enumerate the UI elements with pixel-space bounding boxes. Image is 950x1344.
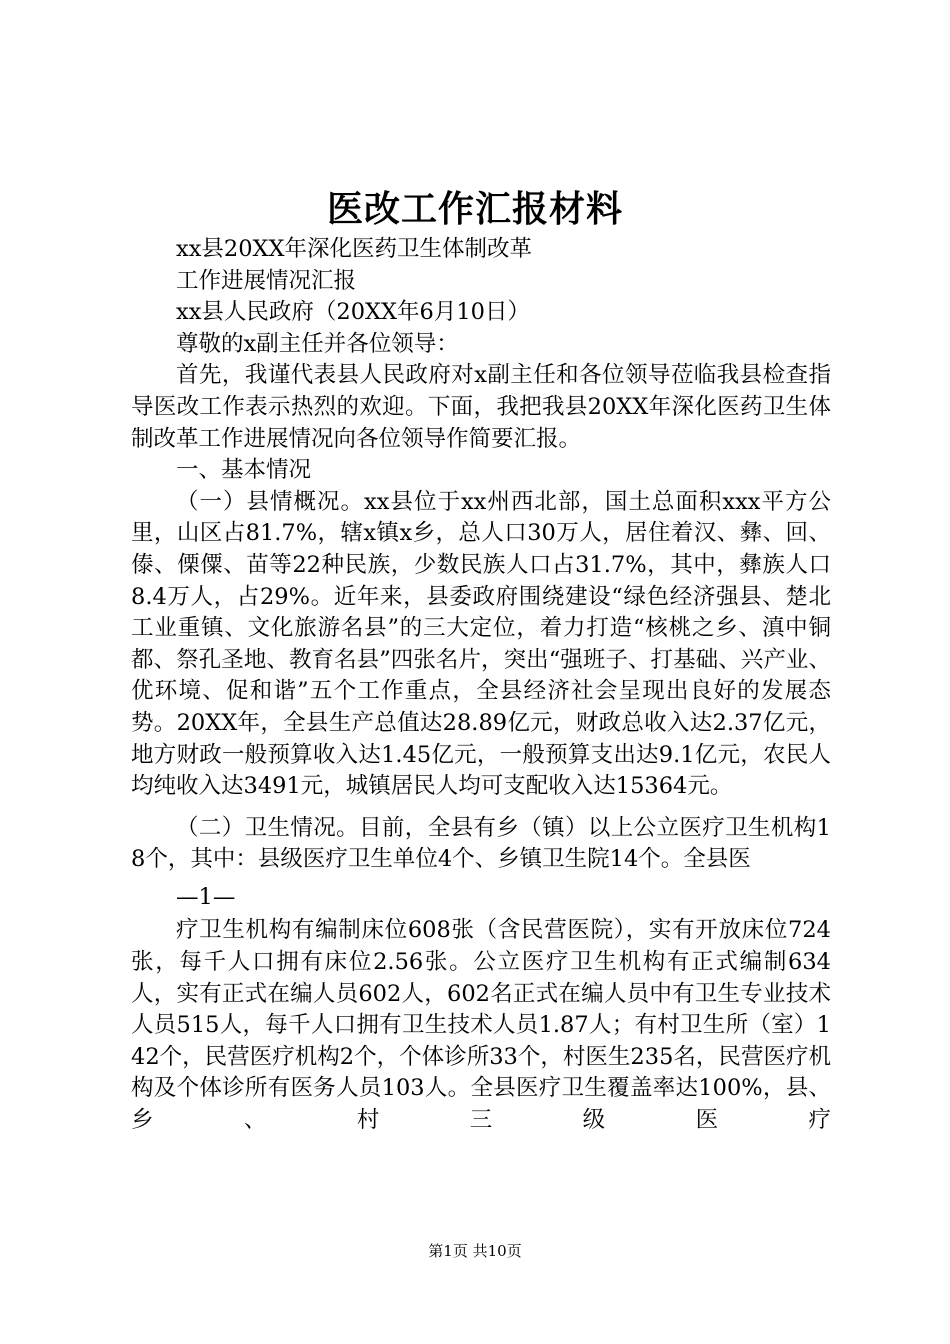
document-title: 医改工作汇报材料 bbox=[326, 188, 623, 230]
paragraph-health-situation: （二）卫生情况。目前，全县有乡（镇）以上公立医疗卫生机构18个，其中：县级医疗卫生单位4个、乡镇卫生院14个。全县医 bbox=[131, 814, 831, 873]
page-footer: 第1页 共10页 bbox=[428, 1242, 522, 1260]
subtitle-line-2: 工作进展情况汇报 bbox=[176, 267, 357, 294]
paragraph-opening: 首先，我谨代表县人民政府对x副主任和各位领导莅临我县检查指导医改工作表示热烈的欢迎。下面，我把我县20XX年深化医药卫生体制改革工作进展情况向各位领导作简要汇报。 bbox=[131, 362, 831, 452]
paragraph-county-overview: （一）县情概况。xx县位于xx州西北部，国土总面积xxx平方公里，山区占81.7%，辖x镇x乡，总人口30万人，居住着汉、彝、回、傣、傈僳、苗等22种民族，少数民族人口占31.7%，其中，彝族人口8.4万人，占29%。近年来，县委政府围绕建设“绿色经济强县、楚北工业重镇、文化旅游名县”的三大定位，着力打造“核桃之乡、滇中铜都、祭孔圣地、教育名县”四张名片，突出“强班子、打基础、兴产业、优环境、促和谐”五个工作重点，全县经济社会呈现出良好的发展态势。20XX年，全县生产总值达28.89亿元，财政总收入达2.37亿元，地方财政一般预算收入达1.45亿元，一般预算支出达9.1亿元，农民人均纯收入达3491元，城镇居民人均可支配收入达15364元。 bbox=[131, 488, 831, 800]
salutation: 尊敬的x副主任并各位领导： bbox=[176, 330, 459, 357]
paragraph-health-continued: 疗卫生机构有编制床位608张（含民营医院），实有开放床位724张，每千人口拥有床位2.56张。公立医疗卫生机构有正式编制634人，实有正式在编人员602人，602名正式在编人员中有卫生专业技术人员515人，每千人口拥有卫生技术人员1.87人；有村卫生所（室）142个，民营医疗机构2个，个体诊所33个，村医生235名，民营医疗机构及个体诊所有医务人员103人。全县医疗卫生覆盖率达100%，县、乡、村三级医疗 bbox=[131, 917, 831, 1134]
inline-page-number: —1— bbox=[176, 883, 236, 910]
document-body bbox=[131, 234, 831, 1137]
issuer-date-line: xx县人民政府（20XX年6月10日） bbox=[176, 299, 530, 326]
section-heading-basic-situation: 一、基本情况 bbox=[176, 457, 312, 484]
subtitle-line-1: xx县20XX年深化医药卫生体制改革 bbox=[176, 236, 533, 262]
